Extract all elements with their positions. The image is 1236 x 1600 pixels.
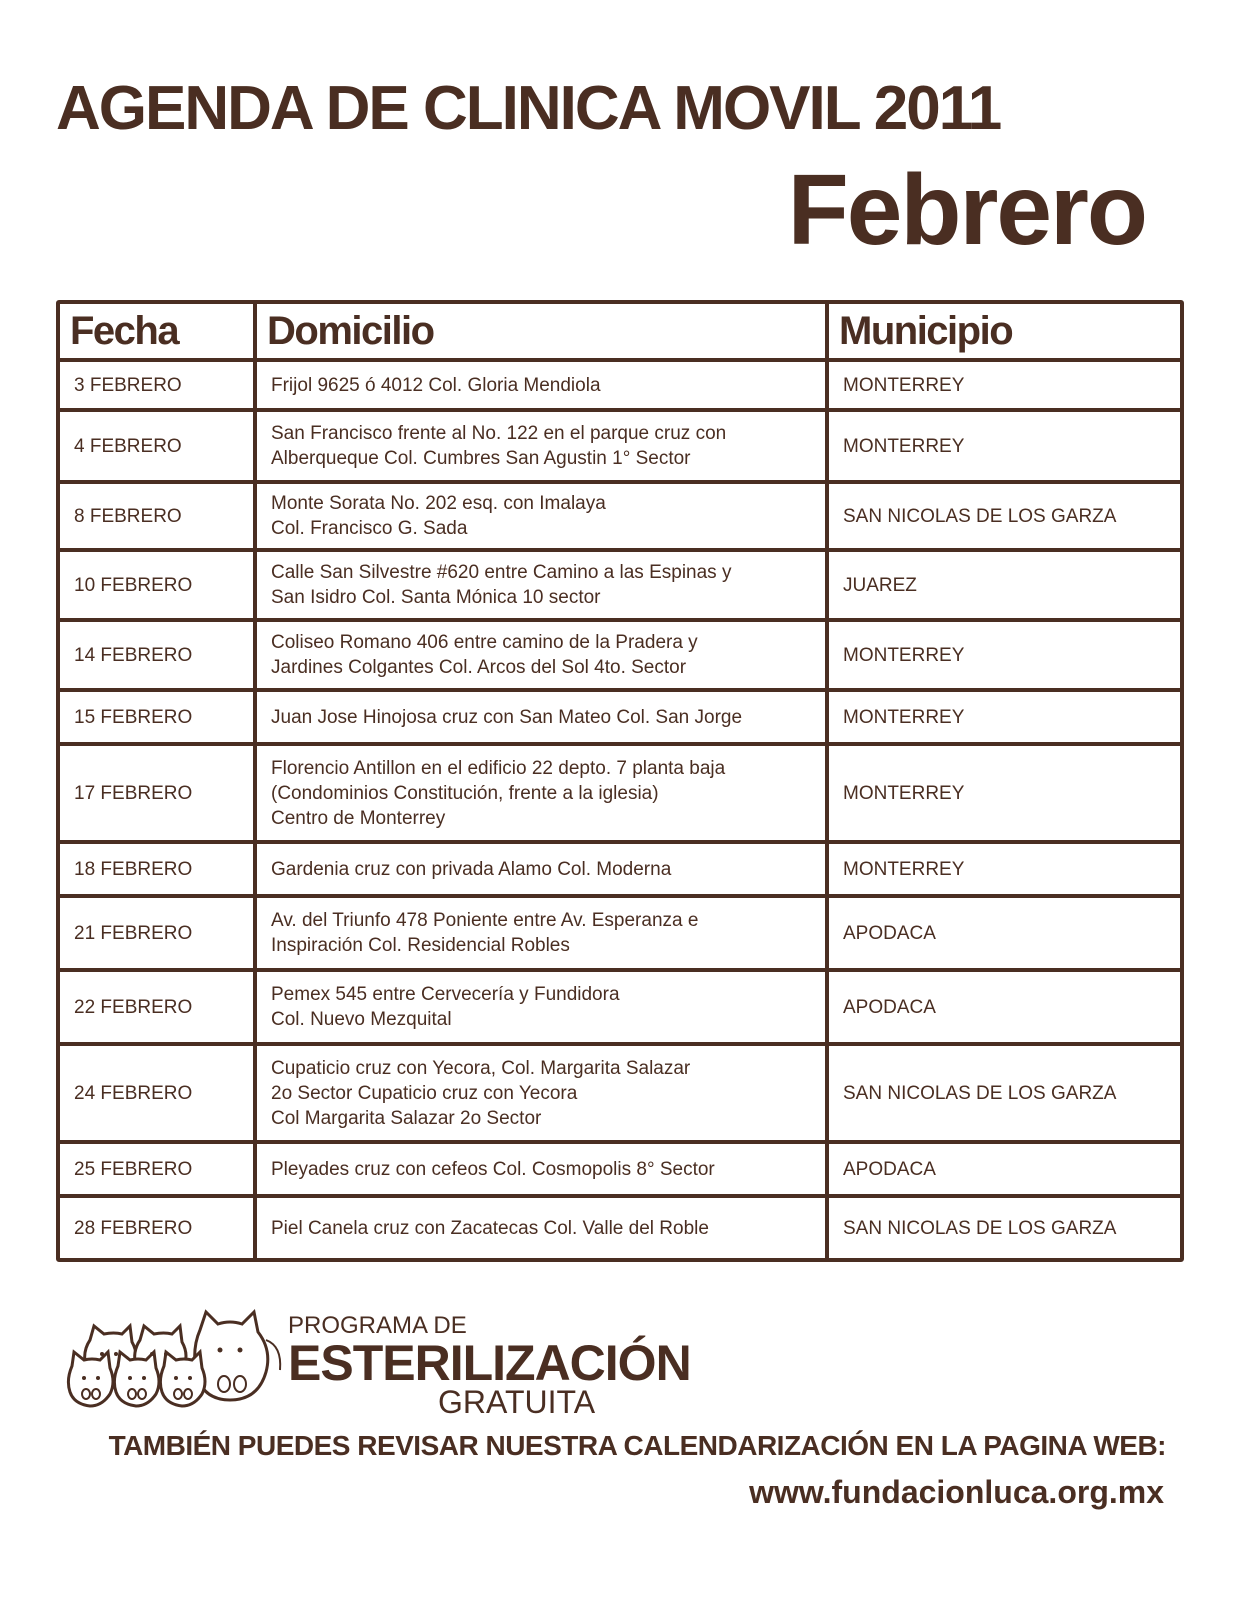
- cell-domicilio: [257, 692, 829, 746]
- address-line: Florencio Antillon en el edificio 22 depto. 7 planta baja: [271, 757, 726, 779]
- cell-domicilio: [257, 1144, 829, 1198]
- header-fecha: Fecha: [60, 304, 257, 362]
- cell-fecha: 21 FEBRERO: [60, 898, 257, 972]
- cats-group-icon: [60, 1300, 290, 1420]
- cell-municipio: MONTERREY: [829, 692, 1180, 746]
- logo-line2: ESTERILIZACIÓN: [288, 1335, 691, 1391]
- header-domicilio: Domicilio: [257, 304, 829, 362]
- table-row: [60, 1046, 1180, 1144]
- cell-municipio: SAN NICOLAS DE LOS GARZA: [829, 1046, 1180, 1144]
- address-line: Pemex 545 entre Cervecería y Fundidora: [271, 984, 620, 1005]
- table-row: [60, 552, 1180, 622]
- table-row: [60, 746, 1180, 844]
- cell-municipio: APODACA: [829, 972, 1180, 1046]
- table-row: [60, 1144, 1180, 1198]
- cell-municipio: MONTERREY: [829, 844, 1180, 898]
- cell-domicilio: [257, 972, 829, 1046]
- address-line: Monte Sorata No. 202 esq. con Imalaya: [271, 493, 606, 514]
- address-line: Alberqueque Col. Cumbres San Agustin 1° Sector: [271, 448, 691, 469]
- address-line: San Francisco frente al No. 122 en el parque cruz con: [271, 423, 727, 444]
- cell-municipio: MONTERREY: [829, 412, 1180, 484]
- table-header-row: [60, 304, 1180, 362]
- logo-line1: PROGRAMA DE: [288, 1312, 467, 1339]
- address-line: Cupaticio cruz con Yecora, Col. Margarita Salazar: [271, 1057, 691, 1079]
- cell-municipio: JUAREZ: [829, 552, 1180, 622]
- table-row: [60, 898, 1180, 972]
- cell-fecha: 18 FEBRERO: [60, 844, 257, 898]
- cell-municipio: MONTERREY: [829, 746, 1180, 844]
- table-row: [60, 412, 1180, 484]
- address-line: Gardenia cruz con privada Alamo Col. Moderna: [271, 858, 672, 880]
- cell-fecha: 15 FEBRERO: [60, 692, 257, 746]
- logo-line3: GRATUITA: [438, 1384, 596, 1420]
- cell-fecha: 22 FEBRERO: [60, 972, 257, 1046]
- cell-municipio: MONTERREY: [829, 362, 1180, 412]
- cell-domicilio: [257, 484, 829, 552]
- address-line: 2o Sector Cupaticio cruz con Yecora: [271, 1082, 578, 1104]
- cell-domicilio: [257, 1198, 829, 1258]
- page-title: AGENDA DE CLINICA MOVIL 2011: [56, 74, 1001, 143]
- address-line: Jardines Colgantes Col. Arcos del Sol 4to. Sector: [271, 657, 687, 678]
- address-line: Frijol 9625 ó 4012 Col. Gloria Mendiola: [271, 374, 601, 396]
- cell-municipio: APODACA: [829, 1144, 1180, 1198]
- cell-domicilio: [257, 1046, 829, 1144]
- table-row: [60, 484, 1180, 552]
- cell-domicilio: [257, 412, 829, 484]
- table-row: [60, 692, 1180, 746]
- cell-municipio: MONTERREY: [829, 622, 1180, 692]
- header-municipio: Municipio: [829, 304, 1180, 362]
- address-line: Inspiración Col. Residencial Robles: [271, 935, 570, 956]
- cell-domicilio: [257, 622, 829, 692]
- website-link[interactable]: www.fundacionluca.org.mx: [749, 1474, 1164, 1510]
- cell-municipio: APODACA: [829, 898, 1180, 972]
- cell-domicilio: [257, 844, 829, 898]
- address-line: (Condominios Constitución, frente a la iglesia): [271, 782, 659, 804]
- cell-domicilio: [257, 552, 829, 622]
- table-row: [60, 622, 1180, 692]
- cell-domicilio: [257, 746, 829, 844]
- month-title: Febrero: [787, 154, 1146, 266]
- cell-fecha: 24 FEBRERO: [60, 1046, 257, 1144]
- table-row: [60, 972, 1180, 1046]
- cell-domicilio: [257, 362, 829, 412]
- table-row: [60, 844, 1180, 898]
- address-line: Col. Nuevo Mezquital: [271, 1009, 452, 1030]
- footer-text: TAMBIÉN PUEDES REVISAR NUESTRA CALENDARIZACIÓN EN LA PAGINA WEB:: [108, 1430, 1166, 1461]
- address-line: Calle San Silvestre #620 entre Camino a las Espinas y: [271, 562, 732, 583]
- cell-fecha: 4 FEBRERO: [60, 412, 257, 484]
- cell-municipio: SAN NICOLAS DE LOS GARZA: [843, 1217, 1117, 1239]
- cell-fecha: 3 FEBRERO: [60, 362, 257, 412]
- cell-fecha: 14 FEBRERO: [60, 622, 257, 692]
- address-line: Col. Francisco G. Sada: [271, 518, 468, 539]
- address-line: Piel Canela cruz con Zacatecas Col. Valle del Roble: [271, 1217, 709, 1239]
- address-line: Coliseo Romano 406 entre camino de la Pradera y: [271, 632, 698, 653]
- program-logo: [60, 1300, 700, 1420]
- cell-fecha: 28 FEBRERO: [60, 1198, 257, 1258]
- cell-fecha: 10 FEBRERO: [60, 552, 257, 622]
- cell-fecha: 17 FEBRERO: [60, 746, 257, 844]
- cell-fecha: 25 FEBRERO: [60, 1144, 257, 1198]
- address-line: San Isidro Col. Santa Mónica 10 sector: [271, 587, 601, 608]
- table-row: [60, 1198, 1180, 1258]
- address-line: Av. del Triunfo 478 Poniente entre Av. Esperanza e: [271, 910, 699, 931]
- address-line: Pleyades cruz con cefeos Col. Cosmopolis 8° Sector: [271, 1158, 715, 1180]
- address-line: Col Margarita Salazar 2o Sector: [271, 1107, 542, 1129]
- address-line: Juan Jose Hinojosa cruz con San Mateo Col. San Jorge: [271, 706, 743, 728]
- cell-domicilio: [257, 898, 829, 972]
- table-row: [60, 362, 1180, 412]
- address-line: Centro de Monterrey: [271, 807, 446, 829]
- cell-fecha: 8 FEBRERO: [60, 484, 257, 552]
- cell-municipio: SAN NICOLAS DE LOS GARZA: [829, 484, 1180, 552]
- agenda-table: [56, 300, 1184, 1262]
